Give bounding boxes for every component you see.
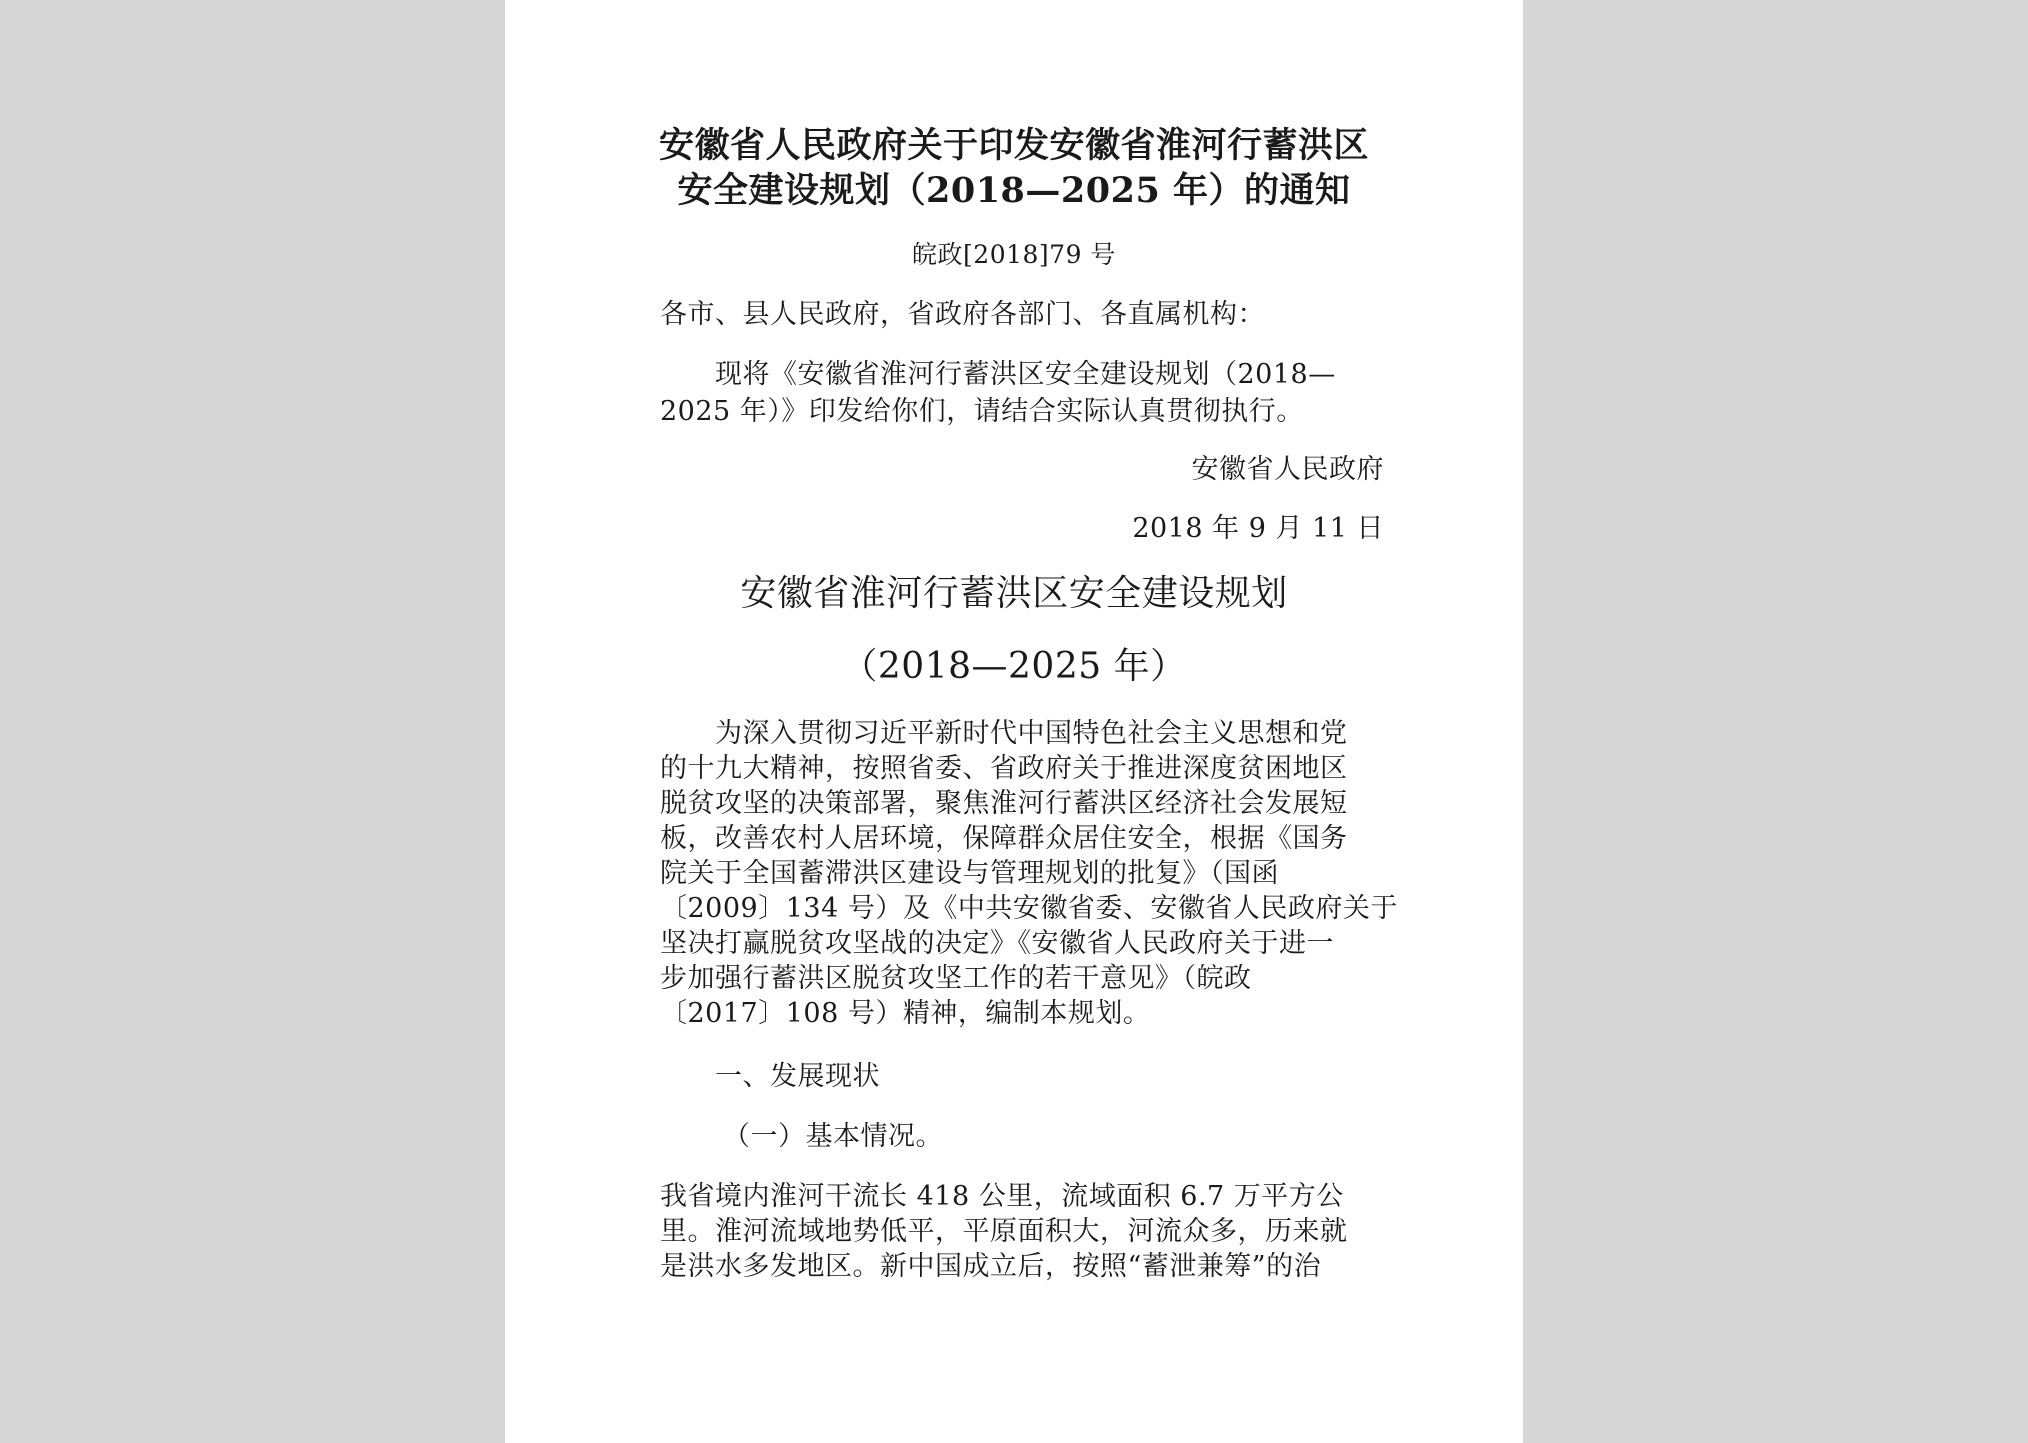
- intro-paragraph-line: 步加强行蓄洪区脱贫攻坚工作的若干意见》（皖政: [660, 963, 1252, 994]
- status-paragraph-line: 是洪水多发地区。新中国成立后，按照“蓄泄兼筹”的治: [660, 1251, 1322, 1282]
- notice-body-line: 现将《安徽省淮河行蓄洪区安全建设规划（2018—: [715, 359, 1336, 390]
- notice-title-line-1: 安徽省人民政府关于印发安徽省淮河行蓄洪区: [658, 125, 1369, 166]
- notice-body-line: 2025 年）》印发给你们，请结合实际认真贯彻执行。: [660, 396, 1304, 427]
- status-paragraph-line: 我省境内淮河干流长 418 公里，流域面积 6.7 万平方公: [660, 1181, 1344, 1212]
- plan-title: 安徽省淮河行蓄洪区安全建设规划: [740, 573, 1288, 614]
- document-number: 皖政[2018]79 号: [912, 240, 1116, 269]
- intro-paragraph-line: 院关于全国蓄滞洪区建设与管理规划的批复》（国函: [660, 858, 1279, 889]
- intro-paragraph-line: 板，改善农村人居环境，保障群众居住安全，根据《国务: [660, 823, 1348, 854]
- notice-title-line-2: 安全建设规划（2018—2025 年）的通知: [677, 170, 1351, 211]
- subsection-heading: （一）基本情况。: [723, 1121, 943, 1152]
- intro-paragraph-line: 〔2009〕134 号）及《中共安徽省委、安徽省人民政府关于: [660, 893, 1398, 924]
- plan-period: （2018—2025 年）: [841, 646, 1187, 687]
- section-heading: 一、发展现状: [715, 1061, 880, 1092]
- salutation: 各市、县人民政府，省政府各部门、各直属机构：: [660, 299, 1265, 330]
- intro-paragraph-line: 的十九大精神，按照省委、省政府关于推进深度贫困地区: [660, 753, 1348, 784]
- issue-date: 2018 年 9 月 11 日: [1132, 513, 1384, 544]
- intro-paragraph-line: 为深入贯彻习近平新时代中国特色社会主义思想和党: [715, 718, 1348, 749]
- intro-paragraph-line: 坚决打赢脱贫攻坚战的决定》《安徽省人民政府关于进一: [660, 928, 1334, 959]
- intro-paragraph-line: 脱贫攻坚的决策部署，聚焦淮河行蓄洪区经济社会发展短: [660, 788, 1348, 819]
- issuer-signature: 安徽省人民政府: [1191, 454, 1384, 485]
- intro-paragraph-line: 〔2017〕108 号）精神，编制本规划。: [660, 998, 1151, 1029]
- document-page: [505, 0, 1523, 1443]
- status-paragraph-line: 里。淮河流域地势低平，平原面积大，河流众多，历来就: [660, 1216, 1348, 1247]
